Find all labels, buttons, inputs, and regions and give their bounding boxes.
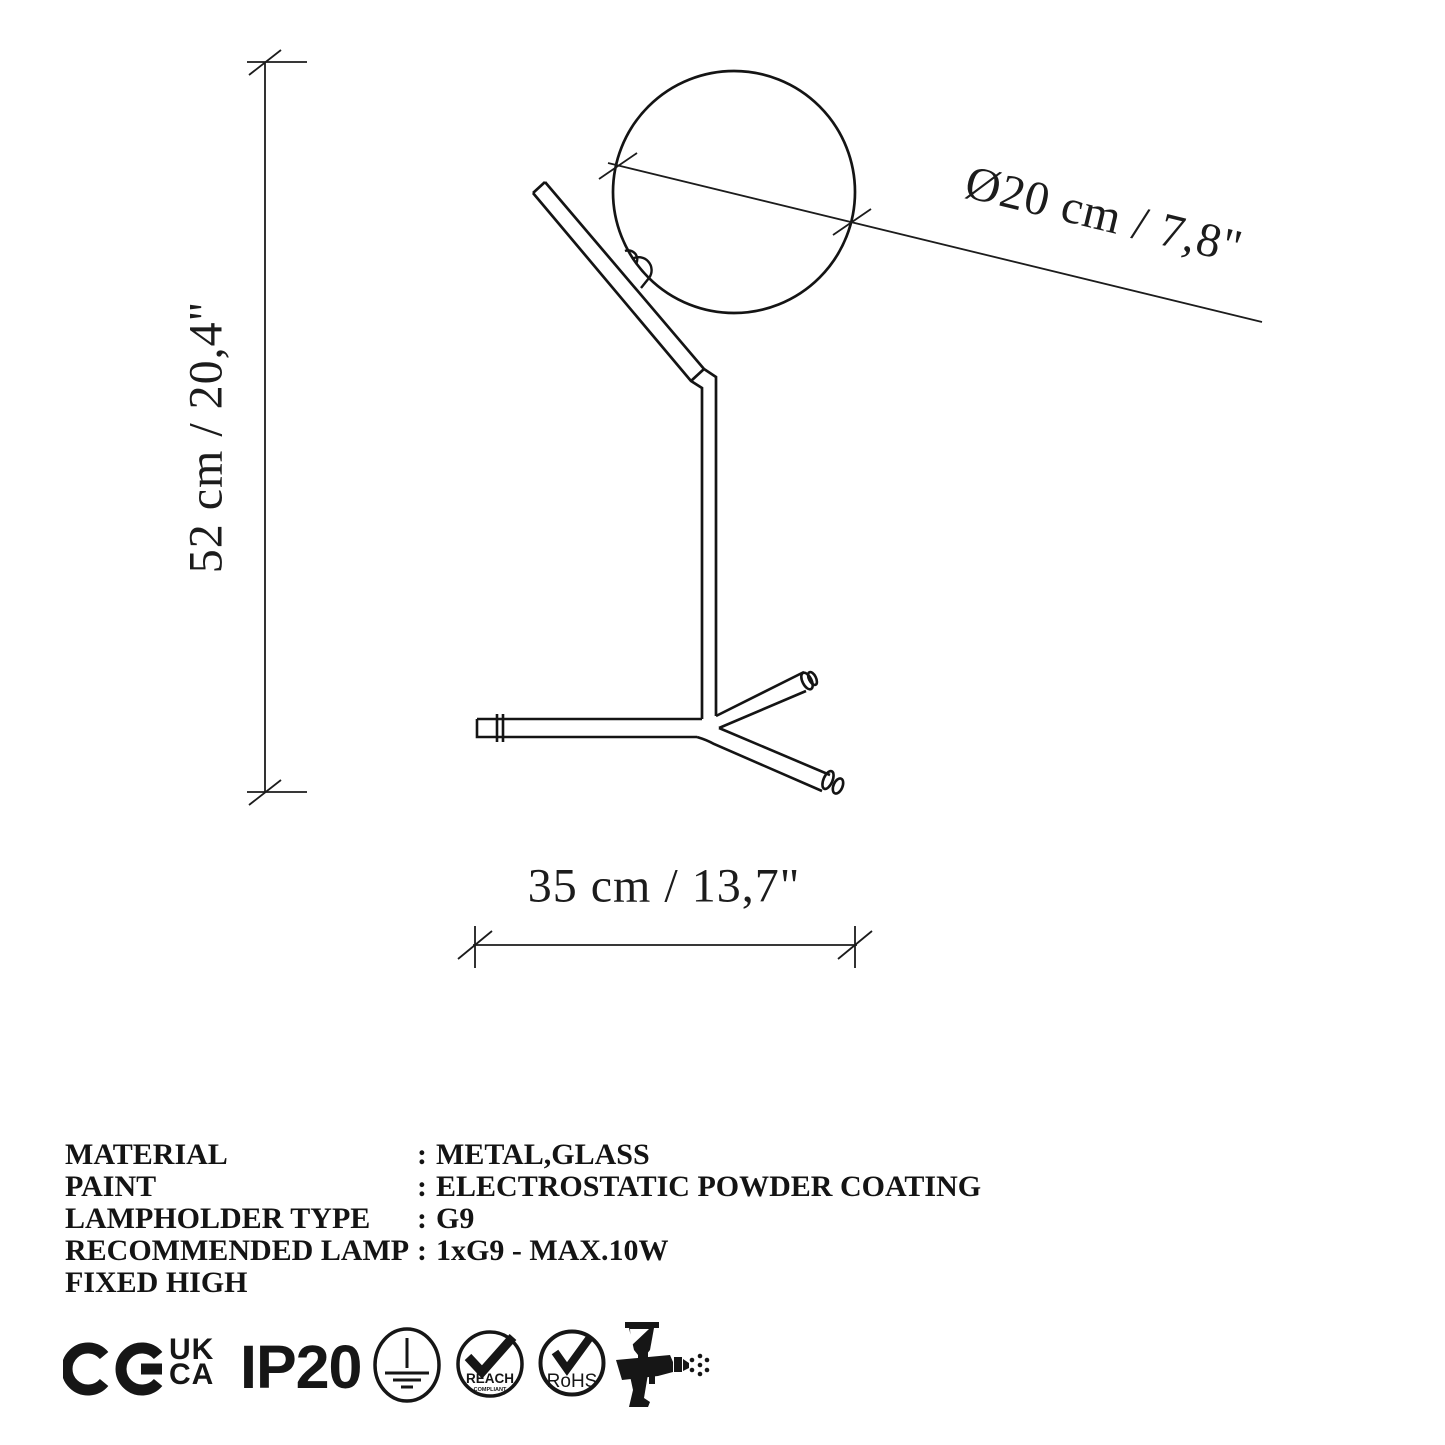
spec-separator [417, 1267, 436, 1299]
rohs-icon [538, 1328, 608, 1400]
spec-row-recommended-lamp [65, 1235, 1075, 1267]
spec-row-paint [65, 1171, 1075, 1203]
ce-mark-icon [63, 1335, 175, 1405]
spec-table [65, 1139, 1075, 1299]
spec-separator: : [417, 1138, 427, 1171]
spray-gun-icon [612, 1318, 712, 1410]
spec-row-fixed-high [65, 1267, 1075, 1299]
spec-row-material [65, 1139, 1075, 1171]
arm-and-stem [533, 182, 716, 719]
height-dimension-lines [247, 50, 307, 805]
spec-row-lampholder [65, 1203, 1075, 1235]
reach-sublabel: COMPLIANT [473, 1387, 507, 1393]
rohs-label: RoHS [546, 1371, 598, 1392]
width-dimension-lines [458, 926, 872, 968]
ukca-line2: CA [169, 1358, 215, 1391]
spec-value: 1xG9 - MAX.10W [436, 1234, 669, 1267]
checkmark-icon [555, 1336, 591, 1369]
spec-value: METAL,GLASS [436, 1138, 650, 1171]
reach-compliant-icon [455, 1328, 527, 1402]
width-dimension-label: 35 cm / 13,7" [527, 859, 801, 913]
protective-earth-icon [370, 1326, 446, 1408]
ukca-line1: UK [169, 1333, 215, 1366]
tripod-base [477, 671, 845, 795]
spec-label: LAMPHOLDER TYPE [65, 1202, 371, 1235]
reach-label: REACH [465, 1371, 515, 1386]
spec-separator: : [417, 1202, 427, 1235]
ip20-rating: IP20 [240, 1333, 362, 1401]
spec-label: MATERIAL [65, 1138, 228, 1171]
height-dimension-label: 52 cm / 20,4" [179, 300, 233, 574]
spec-label: RECOMMENDED LAMP [65, 1234, 410, 1267]
spec-separator: : [417, 1234, 427, 1267]
spec-value: G9 [436, 1202, 475, 1235]
spec-separator: : [417, 1170, 427, 1203]
spec-label: PAINT [65, 1170, 157, 1203]
spec-value: ELECTROSTATIC POWDER COATING [436, 1170, 982, 1203]
diameter-dimension-label: Ø20 cm / 7,8" [960, 155, 1248, 275]
spec-label: FIXED HIGH [65, 1266, 248, 1299]
checkmark-icon [468, 1337, 513, 1372]
ukca-icon [169, 1333, 215, 1391]
